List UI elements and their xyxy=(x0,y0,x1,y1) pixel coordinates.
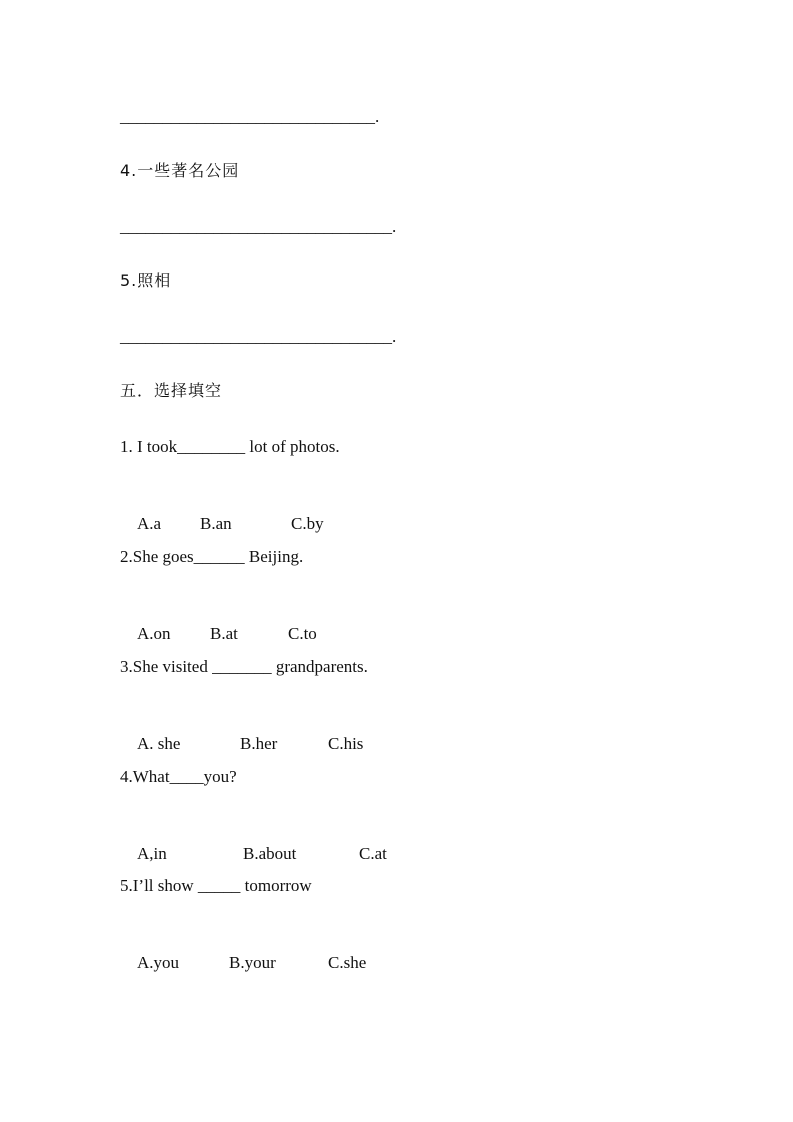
question-1-stem: 1. I took________ lot of photos. xyxy=(120,437,340,456)
option-b: B.her xyxy=(240,734,278,753)
option-a: A.a xyxy=(137,514,162,533)
option-b: B.your xyxy=(229,953,276,972)
translation-item-4: 4.一些著名公园 xyxy=(120,161,240,180)
option-c: C.by xyxy=(291,514,324,533)
question-4-stem: 4.What____you? xyxy=(120,767,237,786)
section-title: 五．选择填空 xyxy=(120,381,223,400)
question-5-stem: 5.I’ll show _____ tomorrow xyxy=(120,876,312,895)
translation-item-5: 5.照相 xyxy=(120,271,172,290)
answer-blank-4: ________________________________. xyxy=(120,217,397,236)
option-c: C.she xyxy=(328,953,367,972)
question-2-stem: 2.She goes______ Beijing. xyxy=(120,547,304,566)
option-b: B.an xyxy=(200,514,232,533)
option-b: B.about xyxy=(243,844,297,863)
answer-blank-5: ________________________________. xyxy=(120,327,397,346)
answer-blank-3: ______________________________. xyxy=(120,107,380,126)
option-c: C.his xyxy=(328,734,364,753)
option-c: C.to xyxy=(288,624,317,643)
option-b: B.at xyxy=(210,624,238,643)
question-5-options xyxy=(120,930,366,996)
option-a: A.you xyxy=(137,953,180,972)
option-a: A,in xyxy=(137,844,167,863)
option-a: A. she xyxy=(137,734,181,753)
option-a: A.on xyxy=(137,624,171,643)
question-3-stem: 3.She visited _______ grandparents. xyxy=(120,657,368,676)
option-c: C.at xyxy=(359,844,387,863)
